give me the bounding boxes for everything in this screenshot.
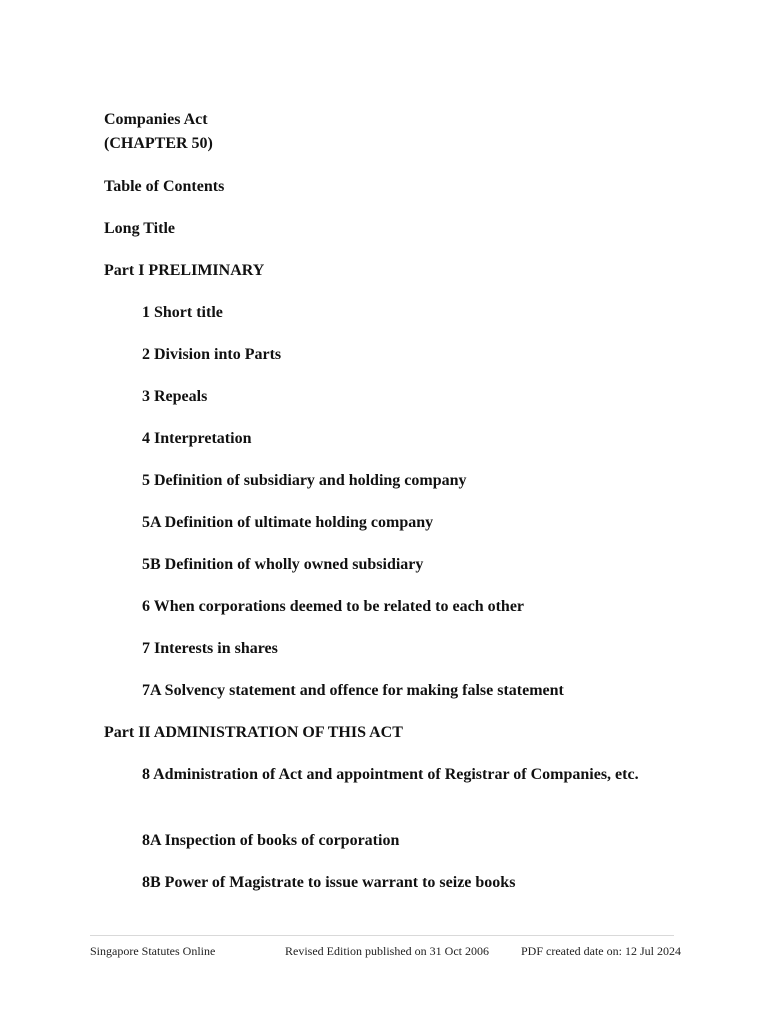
toc-section-2[interactable]: 2 Division into Parts (142, 346, 282, 363)
toc-section-5a[interactable]: 5A Definition of ultimate holding company (142, 514, 434, 531)
toc-section-4[interactable]: 4 Interpretation (142, 430, 252, 447)
toc-section-5[interactable]: 5 Definition of subsidiary and holding company (142, 472, 467, 489)
footer-created-date: PDF created date on: 12 Jul 2024 (521, 944, 681, 958)
footer-divider (90, 935, 674, 936)
toc-heading[interactable]: Table of Contents (104, 178, 225, 195)
chapter-label: (CHAPTER 50) (104, 135, 213, 152)
toc-section-7[interactable]: 7 Interests in shares (142, 640, 278, 657)
toc-long-title[interactable]: Long Title (104, 220, 175, 237)
toc-part-2[interactable]: Part II ADMINISTRATION OF THIS ACT (104, 724, 403, 741)
footer-edition: Revised Edition published on 31 Oct 2006 (285, 944, 489, 958)
toc-section-8[interactable]: 8 Administration of Act and appointment of Registrar of Companies, etc. (142, 766, 639, 783)
toc-section-5b[interactable]: 5B Definition of wholly owned subsidiary (142, 556, 424, 573)
toc-section-7a[interactable]: 7A Solvency statement and offence for making false statement (142, 682, 564, 699)
toc-section-1[interactable]: 1 Short title (142, 304, 223, 321)
toc-part-1[interactable]: Part I PRELIMINARY (104, 262, 265, 279)
footer-source: Singapore Statutes Online (90, 944, 216, 958)
toc-section-8b[interactable]: 8B Power of Magistrate to issue warrant to seize books (142, 874, 516, 891)
toc-section-6[interactable]: 6 When corporations deemed to be related to each other (142, 598, 525, 615)
document-title: Companies Act (104, 111, 208, 128)
toc-section-3[interactable]: 3 Repeals (142, 388, 208, 405)
toc-section-8a[interactable]: 8A Inspection of books of corporation (142, 832, 400, 849)
document-header (104, 108, 213, 156)
